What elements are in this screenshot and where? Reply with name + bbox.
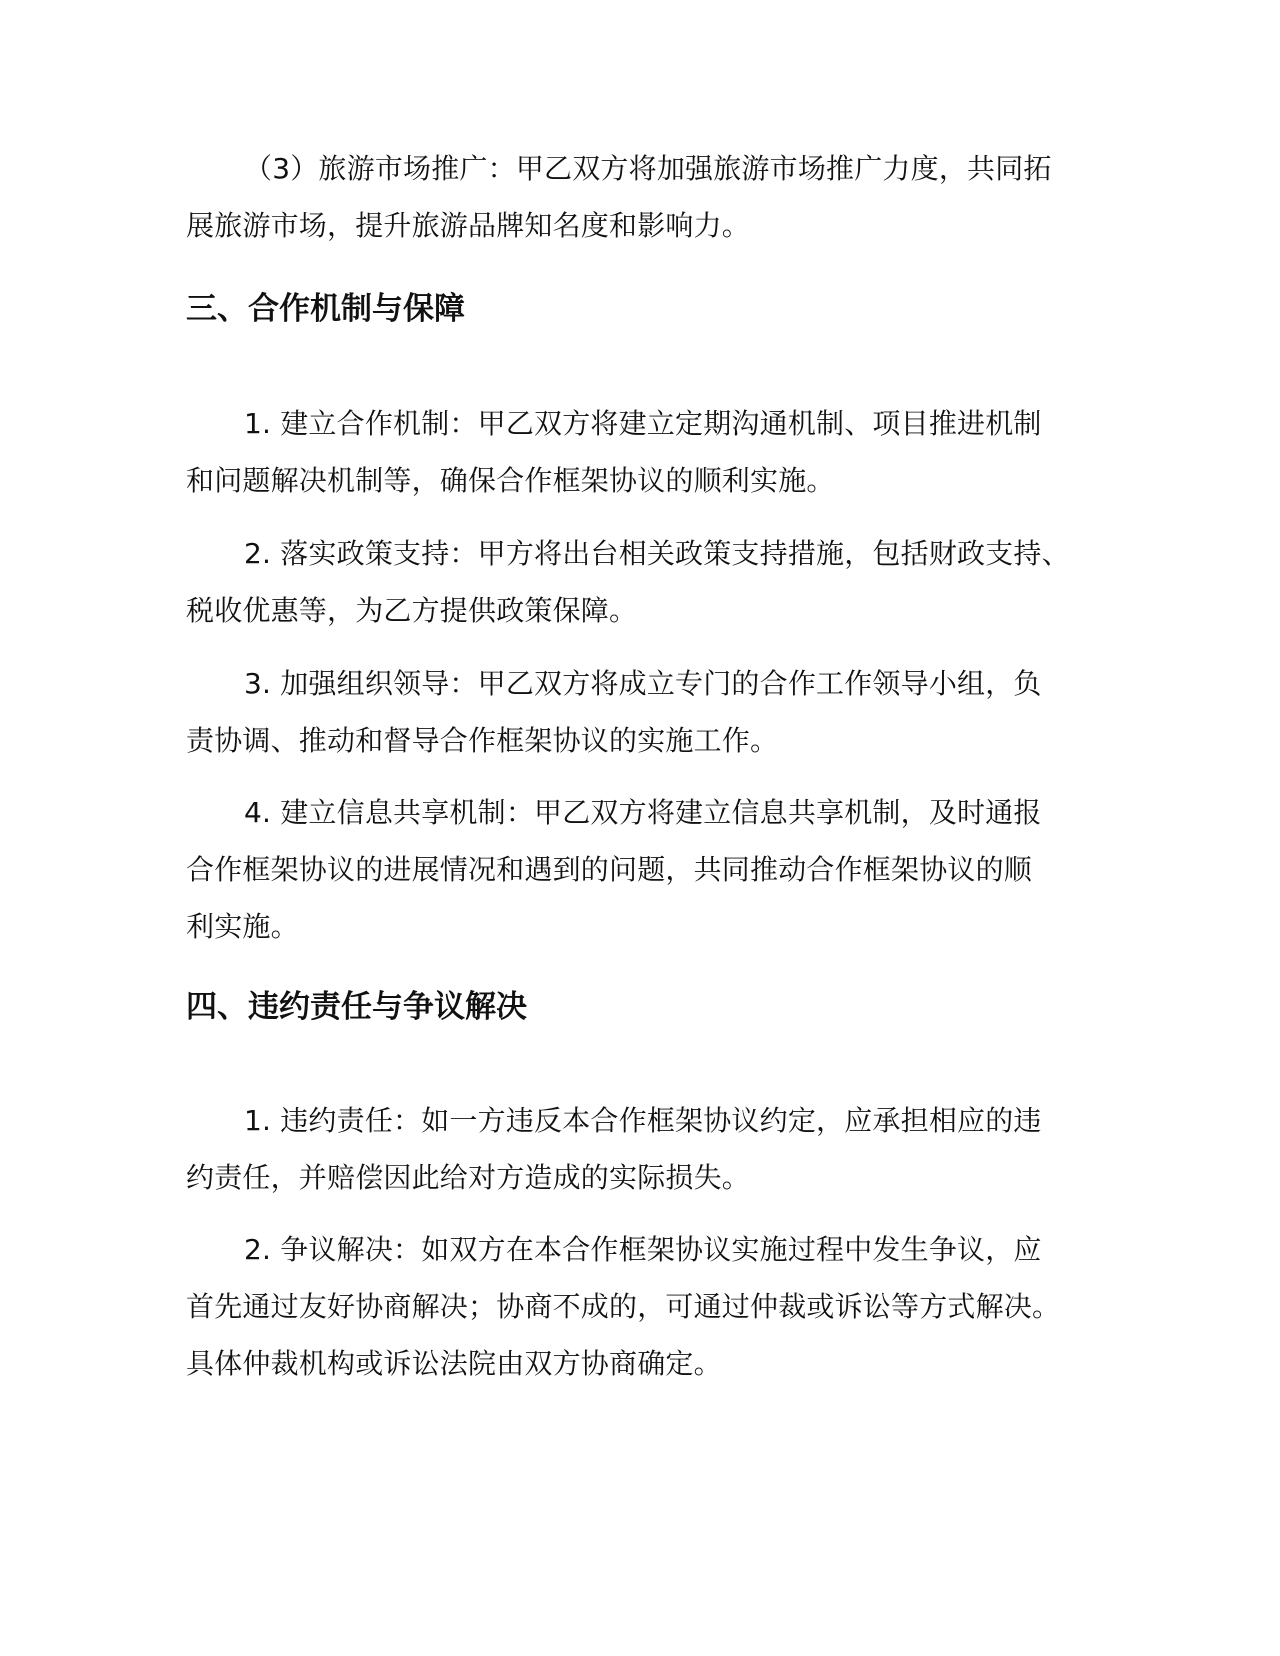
- section-heading-liability-disputes: 四、违约责任与争议解决: [186, 989, 527, 1025]
- paragraph-line: 2. 落实政策支持：甲方将出台相关政策支持措施，包括财政支持、: [244, 537, 1070, 570]
- paragraph-tourism-market-promotion: [186, 140, 1086, 254]
- paragraph-line: 利实施。: [186, 910, 299, 943]
- paragraph-line: 约责任，并赔偿因此给对方造成的实际损失。: [186, 1161, 751, 1194]
- paragraph-line: 1. 建立合作机制：甲乙双方将建立定期沟通机制、项目推进机制: [244, 407, 1042, 440]
- paragraph-line: 首先通过友好协商解决；协商不成的，可通过仲裁或诉讼等方式解决。: [186, 1290, 1061, 1323]
- paragraph-line: 4. 建立信息共享机制：甲乙双方将建立信息共享机制，及时通报: [244, 796, 1042, 829]
- list-item-establish-mechanism: [186, 395, 1086, 509]
- paragraph-line: 1. 违约责任：如一方违反本合作框架协议约定，应承担相应的违: [244, 1104, 1042, 1137]
- list-item-information-sharing: [186, 784, 1086, 955]
- paragraph-line: 责协调、推动和督导合作框架协议的实施工作。: [186, 724, 779, 757]
- paragraph-line: 2. 争议解决：如双方在本合作框架协议实施过程中发生争议，应: [244, 1233, 1042, 1266]
- list-item-dispute-resolution: [186, 1221, 1086, 1392]
- paragraph-line: 税收优惠等，为乙方提供政策保障。: [186, 594, 638, 627]
- paragraph-line: 和问题解决机制等，确保合作框架协议的顺利实施。: [186, 464, 835, 497]
- list-item-organization-leadership: [186, 655, 1086, 769]
- paragraph-line: 3. 加强组织领导：甲乙双方将成立专门的合作工作领导小组，负: [244, 667, 1042, 700]
- list-item-breach-liability: [186, 1092, 1086, 1206]
- paragraph-line: （3）旅游市场推广：甲乙双方将加强旅游市场推广力度，共同拓: [244, 152, 1052, 185]
- paragraph-line: 具体仲裁机构或诉讼法院由双方协商确定。: [186, 1347, 722, 1380]
- list-item-policy-support: [186, 525, 1086, 639]
- paragraph-line: 展旅游市场，提升旅游品牌知名度和影响力。: [186, 209, 751, 242]
- section-heading-cooperation-mechanism: 三、合作机制与保障: [186, 291, 465, 327]
- paragraph-line: 合作框架协议的进展情况和遇到的问题，共同推动合作框架协议的顺: [186, 853, 1033, 886]
